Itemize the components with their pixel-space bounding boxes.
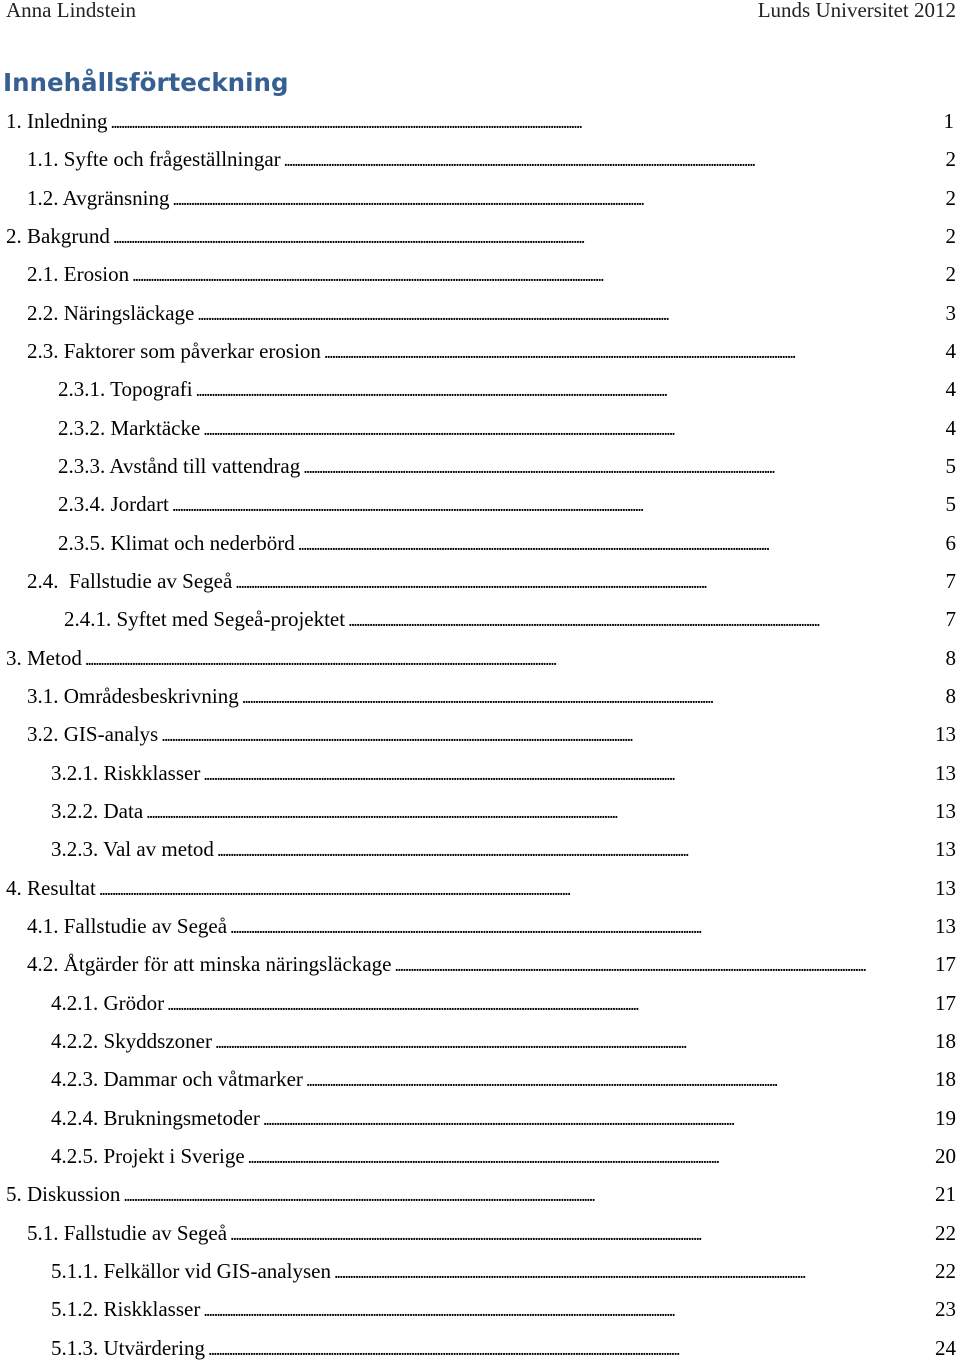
toc-leader	[394, 945, 931, 984]
toc-leader	[324, 332, 942, 371]
toc-entry-page: 13	[935, 799, 956, 823]
toc-entry-page: 13	[935, 876, 956, 900]
toc-entry[interactable]	[58, 485, 956, 523]
toc-entry-page: 22	[935, 1221, 956, 1245]
toc-entry-label: 3.1. Områdesbeskrivning	[27, 684, 239, 708]
toc-entry-label: 5.1. Fallstudie av Segeå	[27, 1221, 228, 1245]
toc-entry-page: 5	[945, 454, 956, 478]
toc-leader	[298, 524, 942, 563]
toc-entry-page: 6	[945, 531, 956, 555]
toc-entry-label: 5.1.1. Felkällor vid GIS-analysen	[51, 1259, 331, 1283]
toc-entry-page: 17	[935, 952, 956, 976]
toc-leader	[334, 1252, 931, 1291]
page-header	[0, 0, 960, 24]
toc-entry-label: 4. Resultat	[6, 876, 96, 900]
toc-entry[interactable]	[27, 255, 956, 293]
toc-leader	[203, 754, 931, 793]
toc-entry[interactable]	[58, 370, 956, 408]
toc-entry-page: 23	[935, 1297, 956, 1321]
page-title: Innehållsförteckning	[3, 68, 289, 97]
toc-entry[interactable]	[27, 1214, 956, 1252]
toc-entry-label: 2.2. Näringsläckage	[27, 301, 195, 325]
toc-entry-page: 5	[945, 492, 956, 516]
toc-entry[interactable]	[51, 754, 956, 792]
toc-entry[interactable]	[51, 1290, 956, 1328]
toc-entry-label: 2.3. Faktorer som påverkar erosion	[27, 339, 321, 363]
toc-entry-page: 18	[935, 1067, 956, 1091]
toc-entry-page: 13	[935, 914, 956, 938]
toc-entry[interactable]	[51, 1329, 956, 1367]
toc-entry-label: 1.2. Avgränsning	[27, 186, 170, 210]
toc-leader	[196, 370, 942, 409]
toc-entry[interactable]	[27, 332, 956, 370]
toc-leader	[217, 830, 931, 869]
toc-leader	[235, 562, 941, 601]
toc-leader	[123, 1175, 931, 1214]
toc-entry-page: 13	[935, 761, 956, 785]
toc-entry-label: 3.2.2. Data	[51, 799, 144, 823]
toc-entry-label: 3.2.1. Riskklasser	[51, 761, 201, 785]
toc-leader	[113, 217, 942, 256]
toc-entry-page: 7	[945, 607, 956, 631]
toc-entry-page: 2	[945, 147, 956, 171]
toc-leader	[167, 984, 931, 1023]
toc-entry[interactable]	[51, 1099, 956, 1137]
toc-entry-label: 2.3.5. Klimat och nederbörd	[58, 531, 295, 555]
toc-entry[interactable]	[58, 524, 956, 562]
toc-entry-label: 2.4.1. Syftet med Segeå-projektet	[64, 607, 346, 631]
toc-entry-label: 3.2. GIS-analys	[27, 722, 159, 746]
toc-leader	[132, 255, 941, 294]
toc-entry-page: 18	[935, 1029, 956, 1053]
toc-entry-page: 13	[935, 837, 956, 861]
toc-entry-label: 4.2. Åtgärder för att minska näringsläckage	[27, 952, 392, 976]
toc-entry-page: 24	[935, 1336, 956, 1360]
toc-entry-page: 4	[945, 377, 956, 401]
toc-entry-page: 2	[945, 186, 956, 210]
toc-leader	[348, 600, 941, 639]
toc-entry-label: 4.2.4. Brukningsmetoder	[51, 1106, 260, 1130]
toc-entry[interactable]	[27, 677, 956, 715]
toc-entry-label: 4.2.3. Dammar och våtmarker	[51, 1067, 303, 1091]
toc-leader	[197, 294, 941, 333]
toc-entry-label: 1. Inledning	[6, 109, 108, 133]
toc-entry[interactable]	[27, 715, 956, 753]
toc-entry[interactable]	[58, 409, 956, 447]
toc-entry-page: 1	[943, 109, 954, 133]
toc-entry-label: 2.3.3. Avstånd till vattendrag	[58, 454, 301, 478]
toc-entry[interactable]	[27, 562, 956, 600]
toc-entry-page: 8	[945, 684, 956, 708]
toc-leader	[230, 907, 931, 946]
toc-leader	[303, 447, 941, 486]
toc-entry[interactable]	[51, 1022, 956, 1060]
toc-leader	[161, 715, 931, 754]
toc-entry-page: 13	[935, 722, 956, 746]
toc-entry-page: 2	[945, 224, 956, 248]
toc-entry-label: 5. Diskussion	[6, 1182, 121, 1206]
toc-entry-page: 4	[945, 416, 956, 440]
toc-leader	[110, 102, 939, 141]
toc-leader	[172, 485, 942, 524]
toc-entry[interactable]	[6, 869, 956, 907]
toc-leader	[230, 1214, 931, 1253]
toc-entry-label: 3. Metod	[6, 646, 82, 670]
toc-entry-page: 21	[935, 1182, 956, 1206]
toc-entry-page: 7	[945, 569, 956, 593]
toc-entry[interactable]	[6, 102, 954, 140]
toc-entry[interactable]	[27, 179, 956, 217]
toc-entry[interactable]	[51, 984, 956, 1022]
toc-entry-page: 22	[935, 1259, 956, 1283]
toc-entry-label: 4.2.1. Grödor	[51, 991, 165, 1015]
toc-entry-label: 1.1. Syfte och frågeställningar	[27, 147, 281, 171]
toc-entry[interactable]	[51, 830, 956, 868]
toc-entry-label: 4.2.5. Projekt i Sverige	[51, 1144, 245, 1168]
toc-leader	[99, 869, 931, 908]
toc-entry-label: 3.2.3. Val av metod	[51, 837, 214, 861]
toc-entry-page: 17	[935, 991, 956, 1015]
toc-entry[interactable]	[51, 1060, 956, 1098]
toc-entry[interactable]	[51, 1137, 956, 1175]
toc-entry-page: 19	[935, 1106, 956, 1130]
toc-entry-page: 20	[935, 1144, 956, 1168]
toc-leader	[146, 792, 931, 831]
toc-entry[interactable]	[64, 600, 956, 638]
toc-leader	[263, 1099, 931, 1138]
toc-entry-label: 2.3.1. Topografi	[58, 377, 193, 401]
toc-leader	[284, 140, 942, 179]
toc-entry[interactable]	[6, 639, 956, 677]
toc-entry[interactable]	[6, 1175, 956, 1213]
toc-leader	[203, 1290, 931, 1329]
toc-leader	[306, 1060, 931, 1099]
toc-leader	[215, 1022, 931, 1061]
toc-entry-page: 3	[945, 301, 956, 325]
toc-entry[interactable]	[51, 792, 956, 830]
toc-entry-label: 2.1. Erosion	[27, 262, 130, 286]
toc-entry-label: 2.4. Fallstudie av Segeå	[27, 569, 233, 593]
toc-leader	[85, 639, 942, 678]
toc-entry[interactable]	[6, 217, 956, 255]
toc-entry-label: 2.3.4. Jordart	[58, 492, 169, 516]
toc-entry-page: 2	[945, 262, 956, 286]
toc-entry[interactable]	[27, 294, 956, 332]
toc-entry[interactable]	[27, 140, 956, 178]
toc-leader	[242, 677, 942, 716]
toc-entry-page: 8	[945, 646, 956, 670]
toc-entry-label: 2.3.2. Marktäcke	[58, 416, 201, 440]
toc-entry-label: 5.1.2. Riskklasser	[51, 1297, 201, 1321]
toc-entry-page: 4	[945, 339, 956, 363]
toc-entry-label: 2. Bakgrund	[6, 224, 110, 248]
toc-leader	[173, 179, 942, 218]
header-institution: Lunds Universitet 2012	[757, 0, 956, 22]
toc-entry-label: 4.2.2. Skyddszoner	[51, 1029, 212, 1053]
toc-entry[interactable]	[58, 447, 956, 485]
toc-entry[interactable]	[27, 945, 956, 983]
toc-entry-label: 5.1.3. Utvärdering	[51, 1336, 205, 1360]
toc-leader	[208, 1329, 931, 1368]
toc-entry[interactable]	[51, 1252, 956, 1290]
header-author: Anna Lindstein	[6, 0, 137, 22]
toc-leader	[203, 409, 941, 448]
toc-entry-label: 4.1. Fallstudie av Segeå	[27, 914, 228, 938]
toc-entry[interactable]	[27, 907, 956, 945]
toc-leader	[248, 1137, 931, 1176]
